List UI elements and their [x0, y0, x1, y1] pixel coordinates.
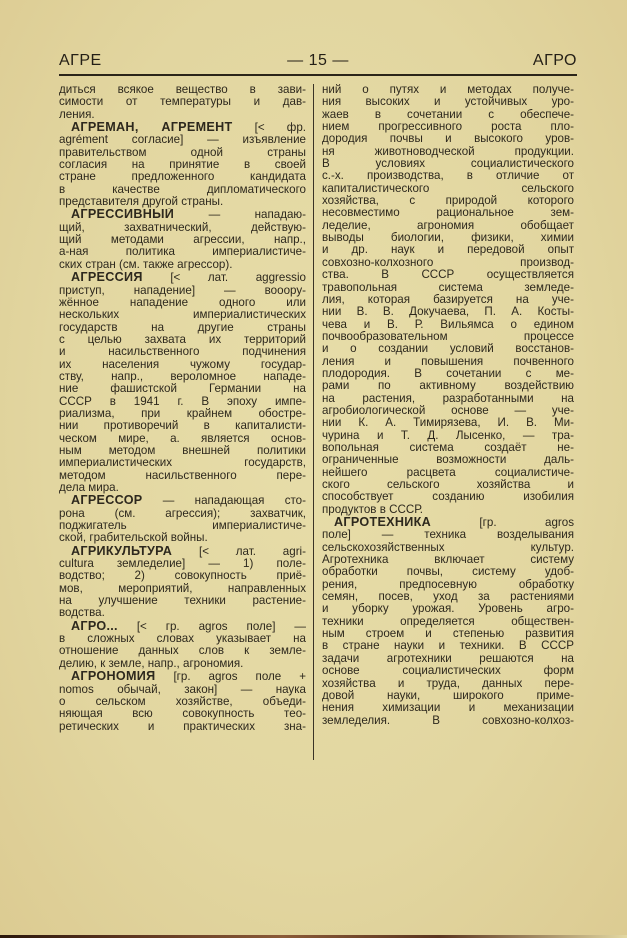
- dictionary-page: [59, 50, 577, 854]
- text-line: ным строем и степенью развития: [322, 628, 574, 641]
- headword: АГРЕССИ́ВНЫЙ: [71, 208, 175, 222]
- text-line: рами по активному воздействию: [322, 380, 574, 393]
- text-line: рения, предпосевную обработку: [322, 578, 574, 591]
- entry-agressivny-headline: АГРЕССИ́ВНЫЙ — нападаю-: [71, 208, 306, 222]
- text-line: вопольная система создаёт не-: [322, 441, 574, 454]
- headword: АГРЕМА́Н, АГРЕМЕ́НТ: [71, 121, 233, 135]
- text-columns: [59, 84, 577, 854]
- text-line: симости от температуры и дав-: [59, 96, 306, 109]
- headword: АГРЕ́ССОР: [71, 494, 143, 508]
- entry-agro-headline: АГРО... [< гр. agros поле] —: [71, 619, 306, 633]
- text-line: согласия на принятие в своей: [59, 159, 306, 172]
- text-line: водства.: [59, 607, 105, 620]
- text-line: ретических и практических зна-: [59, 720, 306, 733]
- entry-agronomiya-headline: АГРОНО́МИЯ [гр. agros поле +: [71, 670, 306, 684]
- text-line: приступ, нападение] — вооору-: [59, 284, 306, 297]
- text-line: несовместимо рациональное зем-: [322, 207, 574, 220]
- entry-agrotekhnika-headline: АГРОТЕ́ХНИКА [гр. agros: [334, 516, 574, 530]
- left-column: [59, 84, 306, 733]
- text-line: няющая всю совокупность тео-: [59, 708, 306, 721]
- text-line: на растения, разработанными на: [322, 392, 574, 405]
- right-column: [322, 84, 574, 727]
- text-line: жаев в сочетании с обеспече-: [322, 108, 574, 121]
- text-line: нения химизации и механизации: [322, 702, 574, 715]
- text-line: и насильственного подчинения: [59, 346, 306, 359]
- text-line: хозяйства, с природой которого: [322, 195, 574, 208]
- text-line: ным методом внешней политики: [59, 444, 306, 457]
- text-line: мов, мероприятий, направленных: [59, 582, 306, 595]
- text-line: ния высоких и устойчивых уро-: [322, 96, 574, 109]
- text-line: в качестве дипломатического: [59, 183, 306, 196]
- text-line: представителя другой страны.: [59, 196, 224, 209]
- text-line: земледелия. В совхозно-колхоз-: [322, 714, 574, 727]
- text-line: риализма, при крайнем обостре-: [59, 407, 306, 420]
- text-line: nomos обычай, закон] — наука: [59, 683, 306, 696]
- text-line: делию, к земле, напр., агрономия.: [59, 657, 244, 670]
- text-line: техники определяется обществен-: [322, 615, 574, 628]
- text-line: ской, грабительской войны.: [59, 532, 208, 545]
- entry-agressiya-headline: АГРЕ́ССИЯ [< лат. aggressio: [71, 271, 306, 285]
- text-line: нием прогрессивного роста пло-: [322, 121, 574, 134]
- text-line: ления.: [59, 108, 95, 121]
- text-line: чева и В. Р. Вильямса о едином: [322, 318, 574, 331]
- text-line: ческом мире, а. является основ-: [59, 432, 306, 445]
- headword: АГРЕ́ССИЯ: [71, 271, 143, 285]
- entry-agressor-headline: АГРЕ́ССОР — нападающая сто-: [71, 494, 306, 508]
- text-line: хозяйства и труда, данных пере-: [322, 677, 574, 690]
- text-line: и о создании условий восстанов-: [322, 343, 574, 356]
- column-divider: [313, 84, 314, 760]
- text-line: травопольная система земледе-: [322, 281, 574, 294]
- text-line: agrément согласие] — изъявление: [59, 134, 306, 147]
- text-line: диться всякое вещество в зави-: [59, 84, 306, 96]
- header-rule: [59, 74, 577, 76]
- text-line: правительством одной страны: [59, 146, 306, 159]
- text-line: нии К. А. Тимирязева, И. В. Ми-: [322, 417, 574, 430]
- text-line: нескольких империалистических: [59, 309, 306, 322]
- text-line: поджигатель империалистиче-: [59, 520, 306, 533]
- text-line: в сложных словах указывает на: [59, 633, 306, 646]
- text-line: обработки почвы, систему удоб-: [322, 566, 574, 579]
- text-line: ления и повышения почвенного: [322, 355, 574, 368]
- text-line: лия, которая базируется на уче-: [322, 293, 574, 306]
- text-line: нейшего расцвета социалистиче-: [322, 466, 574, 479]
- text-line: сельскохозяйственных культур.: [322, 541, 574, 554]
- text-line: ских стран (см. также агрессор).: [59, 258, 233, 271]
- text-line: а-ная политика империалистиче-: [59, 246, 306, 259]
- headword: АГРОНО́МИЯ: [71, 670, 156, 684]
- text-line: выводы биологии, физики, химии: [322, 232, 574, 245]
- right-guide-word: АГРО: [532, 52, 577, 69]
- text-line: стране предложенного кандидата: [59, 171, 306, 184]
- text-line: на улучшение техники растение-: [59, 595, 306, 608]
- text-line: жённое нападение одного или: [59, 296, 306, 309]
- text-line: щий, захватнический, действую-: [59, 221, 306, 234]
- text-line: совхозно-колхозного производ-: [322, 256, 574, 269]
- text-line: ского сельского хозяйства и: [322, 479, 574, 491]
- text-line: задачи агротехники решаются на: [322, 652, 574, 665]
- text-line: методом насильственного пере-: [59, 469, 306, 482]
- text-line: ства. В СССР осуществляется: [322, 269, 574, 282]
- text-line: ний о путях и методах получе-: [322, 84, 574, 96]
- text-line: в стране науки и техники. В СССР: [322, 640, 574, 653]
- text-line: водство; 2) совокупность приё-: [59, 570, 306, 583]
- text-line: чурина и Т. Д. Лысенко, — тра-: [322, 429, 574, 442]
- text-line: плодородия. В сочетании с ме-: [322, 367, 574, 380]
- text-line: отношение данных слов к земле-: [59, 645, 306, 658]
- text-line: их населения чужому государ-: [59, 358, 306, 371]
- headword: АГРО...: [71, 619, 118, 633]
- text-line: ству, напр., вероломное нападе-: [59, 370, 306, 383]
- text-line: дородия почвы и высокого уров-: [322, 133, 574, 146]
- text-line: довой науки, широкого приме-: [322, 689, 574, 702]
- text-line: агробиологической основе — уче-: [322, 404, 574, 417]
- text-line: нии противоречий в капиталисти-: [59, 420, 306, 433]
- text-line: ограниченные возможности даль-: [322, 454, 574, 467]
- text-line: семян, посев, уход за растениями: [322, 591, 574, 604]
- text-line: ня животноводческой продукции.: [322, 145, 574, 158]
- text-line: с целью захвата их территорий: [59, 333, 306, 346]
- text-line: cultura земледелие] — 1) поле-: [59, 558, 306, 571]
- text-line: нии В. В. Докучаева, П. А. Косты-: [322, 306, 574, 319]
- text-line: и уборку урожая. Уровень агро-: [322, 603, 574, 616]
- text-line: леделие, агрономия обобщает: [322, 219, 574, 232]
- text-line: В условиях социалистического: [322, 158, 574, 171]
- text-line: государств на другие страны: [59, 321, 306, 334]
- page-number: — 15 —: [287, 52, 349, 69]
- headword: АГРИКУЛЬТУ́РА: [71, 544, 173, 558]
- text-line: и др. наук и передовой опыт: [322, 244, 574, 257]
- text-line: капиталистического сельского: [322, 182, 574, 195]
- text-line: почвообразовательном процессе: [322, 330, 574, 343]
- text-line: рона (см. агрессия); захватчик,: [59, 507, 306, 520]
- text-line: с.-х. производства, в отличие от: [322, 170, 574, 183]
- left-guide-word: АГРЕ: [59, 52, 102, 69]
- text-line: поле] — техника возделывания: [322, 529, 574, 542]
- text-line: о сельском хозяйстве, объеди-: [59, 695, 306, 708]
- text-line: дела мира.: [59, 482, 119, 494]
- running-head: [59, 50, 577, 72]
- text-line: щий методами агрессии, напр.,: [59, 234, 306, 247]
- text-line: основе социалистических форм: [322, 665, 574, 678]
- text-line: ние фашистской Германии на: [59, 383, 306, 396]
- entry-agreman-headline: АГРЕМА́Н, АГРЕМЕ́НТ [< фр.: [71, 121, 306, 135]
- text-line: СССР в 1941 г. В эпоху импе-: [59, 395, 306, 408]
- text-line: продуктов в СССР.: [322, 503, 423, 516]
- text-line: империалистических государств,: [59, 457, 306, 470]
- text-line: Агротехника включает систему: [322, 554, 574, 567]
- entry-agrikultura-headline: АГРИКУЛЬТУ́РА [< лат. agri-: [71, 544, 306, 558]
- text-line: способствует созданию изобилия: [322, 491, 574, 504]
- headword: АГРОТЕ́ХНИКА: [334, 516, 431, 530]
